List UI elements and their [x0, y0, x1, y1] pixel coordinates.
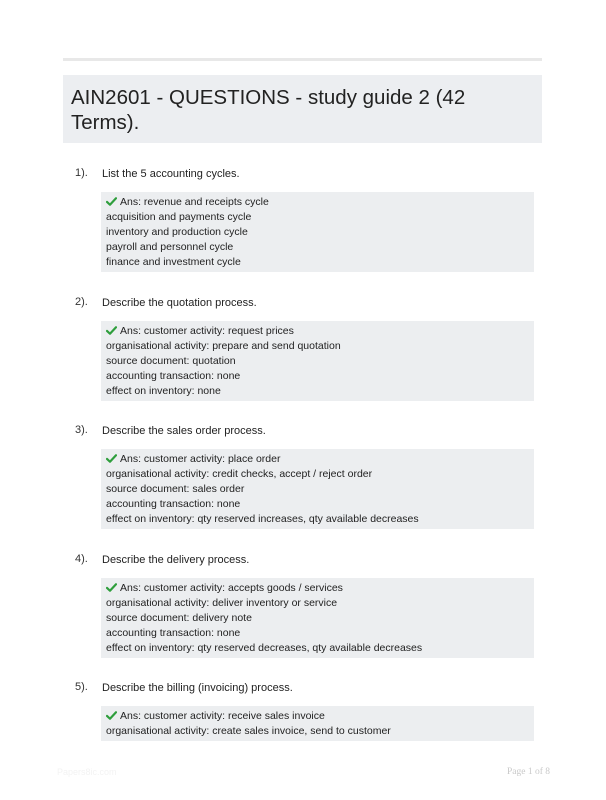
question-number: 5). [75, 681, 88, 693]
answer-line: effect on inventory: qty reserved increases, qty available decreases [106, 513, 419, 525]
answer-line: effect on inventory: none [106, 385, 221, 397]
question-text: List the 5 accounting cycles. [102, 168, 240, 180]
question-number: 2). [75, 296, 88, 308]
page-number: Page 1 of 8 [506, 767, 550, 777]
question-number: 4). [75, 553, 88, 565]
question-number: 3). [75, 424, 88, 436]
answer-line: organisational activity: prepare and send quotation [106, 340, 341, 352]
answer-box [101, 578, 534, 658]
answer-line: organisational activity: create sales invoice, send to customer [106, 725, 391, 737]
answer-box [101, 706, 534, 741]
answer-line: Ans: customer activity: accepts goods / services [101, 581, 534, 596]
answer-line: source document: delivery note [106, 612, 252, 624]
answer-line: accounting transaction: none [106, 498, 241, 510]
answer-line: acquisition and payments cycle [106, 211, 252, 223]
answer-box [101, 321, 534, 401]
answer-line: finance and investment cycle [106, 256, 241, 268]
answer-line: effect on inventory: qty reserved decreases, qty available decreases [106, 642, 423, 654]
question-text: Describe the sales order process. [102, 425, 266, 437]
answer-line: inventory and production cycle [106, 226, 248, 238]
check-icon [106, 711, 117, 720]
top-divider [63, 58, 542, 61]
answer-line: source document: sales order [106, 483, 245, 495]
answer-line: source document: quotation [106, 355, 236, 367]
answer-line: organisational activity: credit checks, accept / reject order [106, 468, 373, 480]
page-title: AIN2601 - QUESTIONS - study guide 2 (42 Terms). [71, 86, 466, 134]
answer-line: Ans: revenue and receipts cycle [101, 195, 534, 210]
question-number: 1). [75, 167, 88, 179]
answer-line: Ans: customer activity: request prices [101, 324, 534, 339]
answer-line: accounting transaction: none [106, 627, 241, 639]
question-text: Describe the billing (invoicing) process. [102, 682, 293, 694]
question-text: Describe the quotation process. [102, 297, 257, 309]
answer-line: organisational activity: deliver inventory or service [106, 597, 338, 609]
answer-box [101, 192, 534, 272]
answer-line: accounting transaction: none [106, 370, 241, 382]
question-text: Describe the delivery process. [102, 554, 250, 566]
check-icon [106, 583, 117, 592]
check-icon [106, 197, 117, 206]
answer-box [101, 449, 534, 529]
title-banner [63, 75, 542, 143]
answer-line: Ans: customer activity: place order [101, 452, 534, 467]
check-icon [106, 326, 117, 335]
answer-line: payroll and personnel cycle [106, 241, 234, 253]
check-icon [106, 454, 117, 463]
watermark-text: Papers8ic.com [57, 767, 117, 777]
answer-line: Ans: customer activity: receive sales invoice [101, 709, 534, 724]
